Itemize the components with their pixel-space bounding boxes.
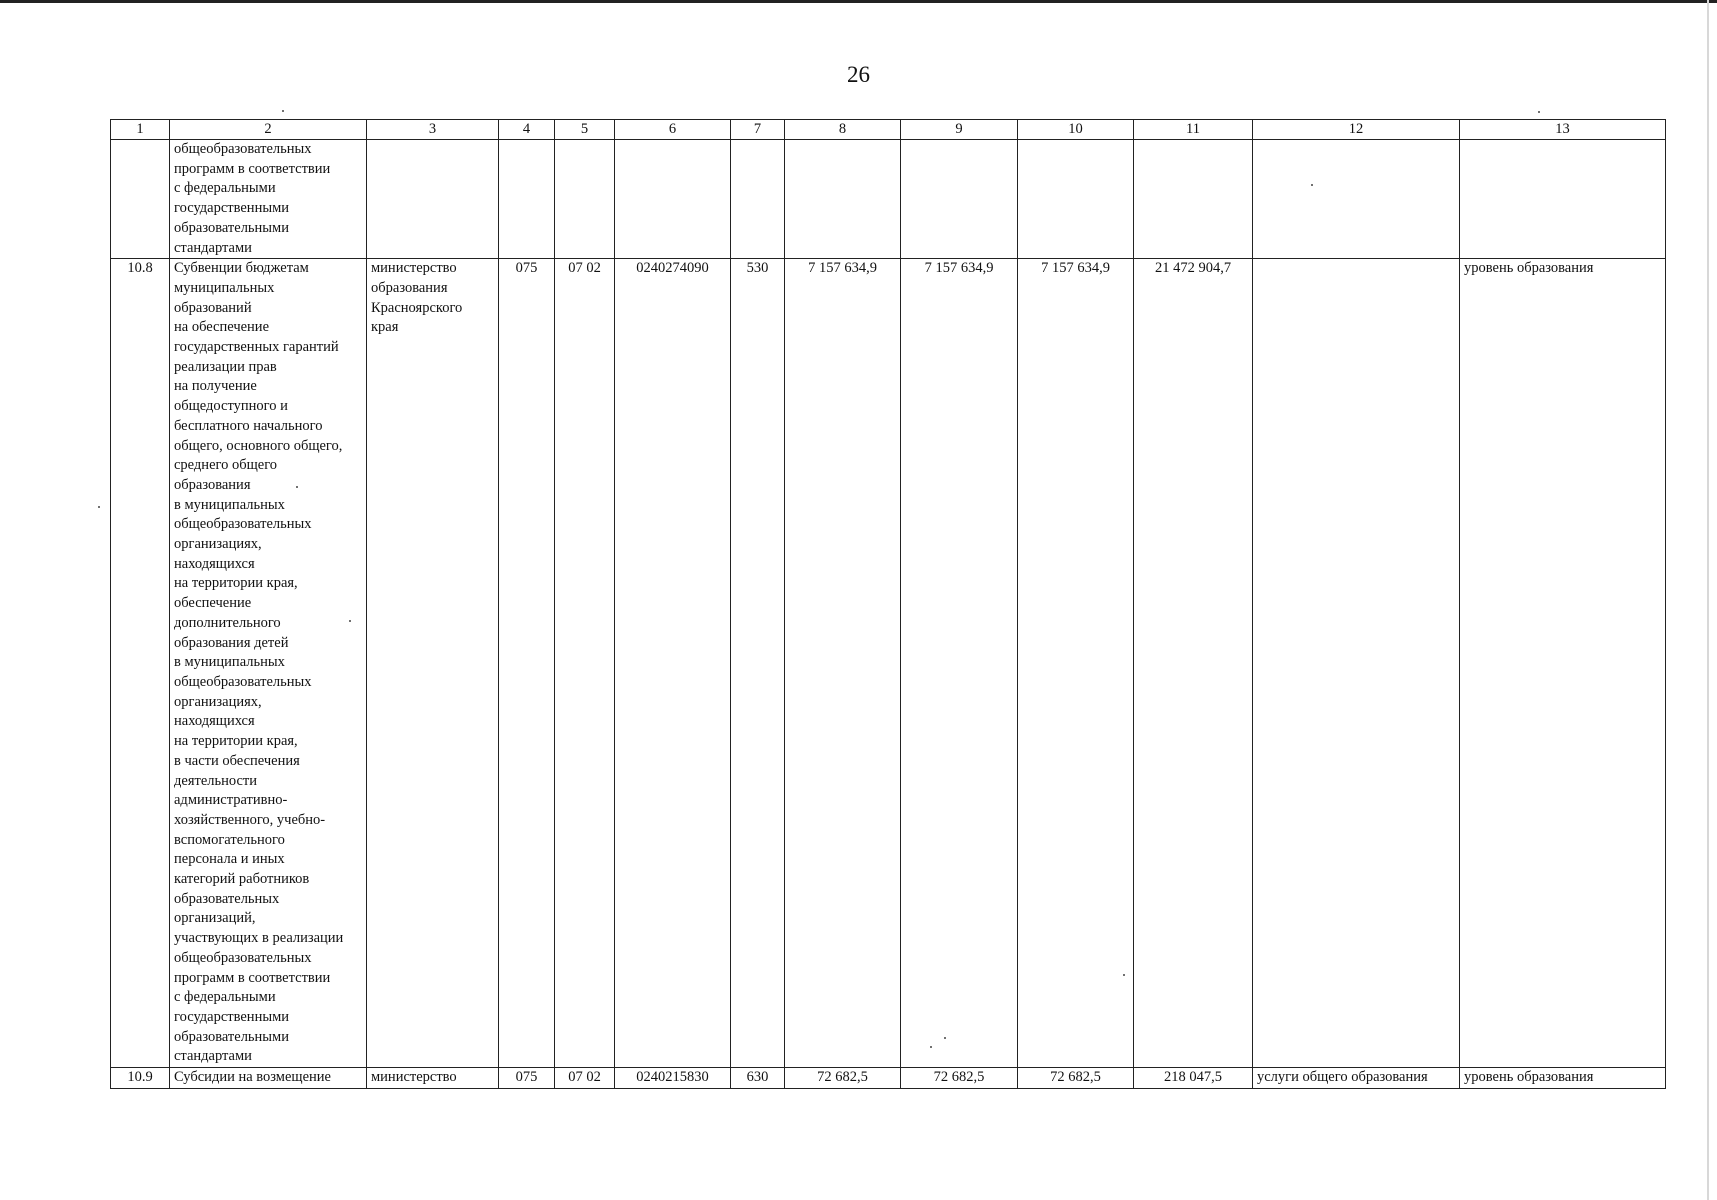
amount-year-3: 7 157 634,9 [1018, 259, 1134, 1068]
column-header: 13 [1460, 120, 1666, 140]
expected-result [1253, 259, 1460, 1068]
scan-speck [1538, 111, 1540, 113]
vr-code: 530 [731, 259, 785, 1068]
scan-speck [98, 506, 100, 508]
amount-year-2: 7 157 634,9 [901, 259, 1018, 1068]
vr-code: 630 [731, 1068, 785, 1089]
csr-code: 0240274090 [615, 259, 731, 1068]
measure-name: Субсидии на возмещение [170, 1068, 367, 1089]
grbs-code [499, 140, 555, 259]
rzpr-code: 07 02 [555, 259, 615, 1068]
vr-code [731, 140, 785, 259]
administrator: министерство образования Красноярского края [367, 259, 499, 1068]
column-header: 9 [901, 120, 1018, 140]
table-row [111, 1068, 1666, 1089]
column-header: 7 [731, 120, 785, 140]
column-number-header [111, 120, 1666, 140]
indicator [1460, 140, 1666, 259]
grbs-code: 075 [499, 1068, 555, 1089]
amount-total: 21 472 904,7 [1134, 259, 1253, 1068]
column-header: 8 [785, 120, 901, 140]
column-header: 6 [615, 120, 731, 140]
column-header: 4 [499, 120, 555, 140]
column-header: 5 [555, 120, 615, 140]
scan-top-edge [0, 0, 1717, 3]
amount-total [1134, 140, 1253, 259]
amount-year-3 [1018, 140, 1134, 259]
row-number [111, 140, 170, 259]
column-header: 3 [367, 120, 499, 140]
column-header: 11 [1134, 120, 1253, 140]
administrator [367, 140, 499, 259]
column-header: 2 [170, 120, 367, 140]
table-row [111, 140, 1666, 259]
amount-year-2 [901, 140, 1018, 259]
measure-name: общеобразовательных программ в соответствии с федеральными государственными образовательными стандартами [170, 140, 367, 259]
amount-year-1: 72 682,5 [785, 1068, 901, 1089]
column-header: 12 [1253, 120, 1460, 140]
row-number: 10.9 [111, 1068, 170, 1089]
page-number: 26 [847, 62, 870, 87]
scan-speck [282, 110, 284, 112]
administrator: министерство [367, 1068, 499, 1089]
row-number: 10.8 [111, 259, 170, 1068]
indicator: уровень образования [1460, 1068, 1666, 1089]
amount-year-1: 7 157 634,9 [785, 259, 901, 1068]
expected-result: услуги общего образования [1253, 1068, 1460, 1089]
column-header: 10 [1018, 120, 1134, 140]
amount-total: 218 047,5 [1134, 1068, 1253, 1089]
budget-table [110, 119, 1666, 1089]
expected-result [1253, 140, 1460, 259]
scan-right-edge [1707, 0, 1709, 1200]
column-header: 1 [111, 120, 170, 140]
indicator: уровень образования [1460, 259, 1666, 1068]
table-row [111, 259, 1666, 1068]
amount-year-3: 72 682,5 [1018, 1068, 1134, 1089]
amount-year-1 [785, 140, 901, 259]
measure-name: Субвенции бюджетам муниципальных образований на обеспечение государственных гарантий реализации прав на получение общедоступного и бесплатного начального общего, основного общего, среднего общего образования в муниципальных общеобразовательных организациях, находящихся на территории края, обеспечение дополнительного образования детей в муниципальных общеобразовательных организациях, находящихся на территории края, в части обеспечения деятельности административно- хозяйственного, учебно- вспомогательного персонала и иных категорий работников образовательных организаций, участвующих в реализации общеобразовательных программ в соответствии с федеральными государственными образовательными стандартами [170, 259, 367, 1068]
rzpr-code [555, 140, 615, 259]
grbs-code: 075 [499, 259, 555, 1068]
csr-code [615, 140, 731, 259]
amount-year-2: 72 682,5 [901, 1068, 1018, 1089]
rzpr-code: 07 02 [555, 1068, 615, 1089]
csr-code: 0240215830 [615, 1068, 731, 1089]
